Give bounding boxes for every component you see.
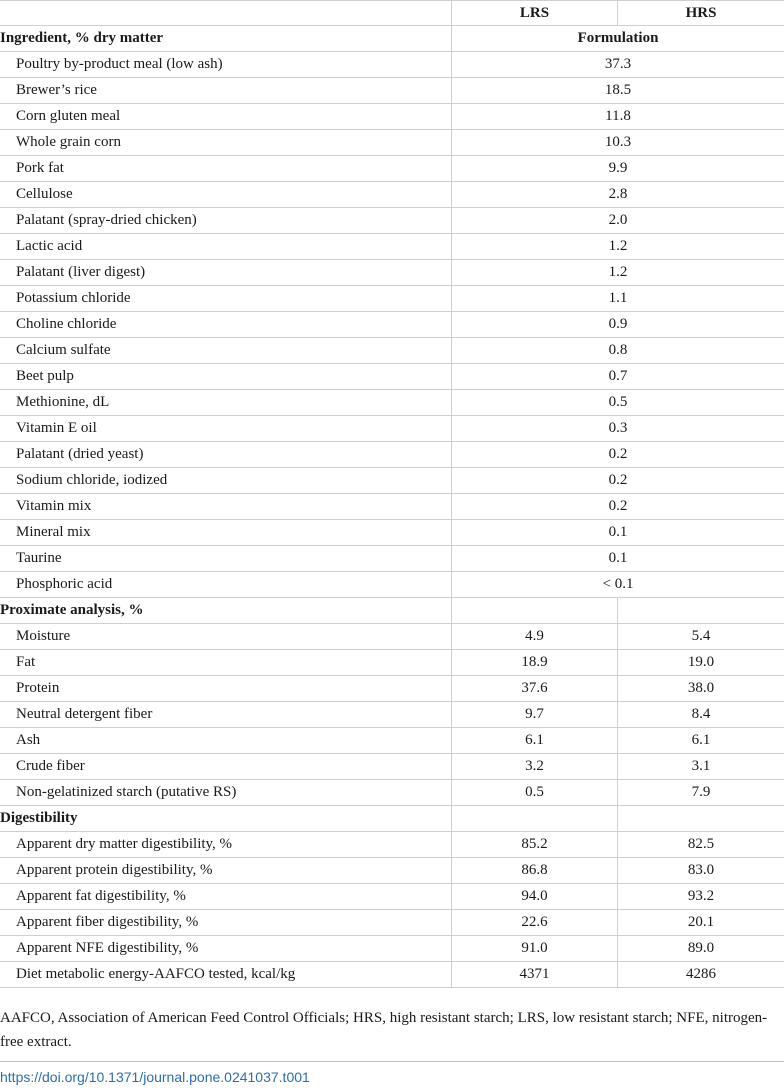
row-label: Palatant (liver digest) [16, 264, 146, 280]
row-value-lrs: 4371 [451, 962, 617, 987]
row-label: Sodium chloride, iodized [16, 472, 168, 488]
row-value-hrs: 7.9 [617, 780, 784, 805]
table-row [0, 104, 784, 130]
row-label: Neutral detergent fiber [16, 706, 153, 722]
table-row [0, 416, 784, 442]
row-label: Brewer’s rice [16, 82, 97, 98]
row-value: 37.3 [451, 52, 784, 77]
table-row [0, 52, 784, 78]
table-row [0, 754, 784, 780]
section-header-row [0, 598, 784, 624]
row-label: Fat [16, 654, 36, 670]
row-value: 2.8 [451, 182, 784, 207]
row-label: Diet metabolic energy-AAFCO tested, kcal/kg [16, 966, 296, 982]
section-span-label: Formulation [451, 26, 784, 51]
row-value-lrs: 4.9 [451, 624, 617, 649]
section-title: Digestibility [0, 810, 78, 826]
row-value: 9.9 [451, 156, 784, 181]
row-value-lrs: 0.5 [451, 780, 617, 805]
row-value: 1.2 [451, 260, 784, 285]
row-value-hrs: 5.4 [617, 624, 784, 649]
row-label: Moisture [16, 628, 71, 644]
table-row [0, 286, 784, 312]
row-label: Corn gluten meal [16, 108, 121, 124]
row-label: Apparent dry matter digestibility, % [16, 836, 233, 852]
row-value: 10.3 [451, 130, 784, 155]
row-value: 0.1 [451, 520, 784, 545]
row-label: Potassium chloride [16, 290, 131, 306]
row-value: 0.1 [451, 546, 784, 571]
row-label: Palatant (spray-dried chicken) [16, 212, 197, 228]
table-row [0, 520, 784, 546]
row-value: 0.7 [451, 364, 784, 389]
row-label: Calcium sulfate [16, 342, 111, 358]
table-row [0, 182, 784, 208]
row-value: 0.2 [451, 468, 784, 493]
row-label: Palatant (dried yeast) [16, 446, 144, 462]
row-value-lrs: 3.2 [451, 754, 617, 779]
table-row [0, 884, 784, 910]
table-row [0, 442, 784, 468]
table-row [0, 234, 784, 260]
row-value-lrs: 91.0 [451, 936, 617, 961]
header-hrs: HRS [617, 1, 784, 26]
table-row [0, 364, 784, 390]
table-row [0, 962, 784, 988]
row-value: 18.5 [451, 78, 784, 103]
row-value-hrs: 20.1 [617, 910, 784, 935]
row-label: Poultry by-product meal (low ash) [16, 56, 223, 72]
table-body [0, 26, 784, 988]
section-header-row [0, 26, 784, 52]
row-value-lrs: 9.7 [451, 702, 617, 727]
row-label: Non-gelatinized starch (putative RS) [16, 784, 237, 800]
row-label: Crude fiber [16, 758, 85, 774]
row-value-hrs: 19.0 [617, 650, 784, 675]
section-title: Ingredient, % dry matter [0, 30, 164, 46]
row-value: 11.8 [451, 104, 784, 129]
table-row [0, 832, 784, 858]
table-row [0, 650, 784, 676]
row-value-lrs: 94.0 [451, 884, 617, 909]
row-label: Apparent fat digestibility, % [16, 888, 186, 904]
table-row [0, 494, 784, 520]
section-empty-hrs [617, 598, 784, 623]
table-row [0, 780, 784, 806]
section-empty-hrs [617, 806, 784, 831]
table-footnote: AAFCO, Association of American Feed Control Officials; HRS, high resistant starch; LRS, low resistant starch; NFE, nitrogen-free extract. [0, 1010, 768, 1050]
header-lrs: LRS [451, 1, 617, 26]
row-label: Lactic acid [16, 238, 83, 254]
row-label: Protein [16, 680, 60, 696]
row-value: 2.0 [451, 208, 784, 233]
row-value: 0.2 [451, 494, 784, 519]
section-title: Proximate analysis, % [0, 602, 144, 618]
table-row [0, 702, 784, 728]
row-value-hrs: 82.5 [617, 832, 784, 857]
row-value-lrs: 6.1 [451, 728, 617, 753]
row-label: Methionine, dL [16, 394, 110, 410]
row-value-lrs: 18.9 [451, 650, 617, 675]
row-value-lrs: 86.8 [451, 858, 617, 883]
section-header-row [0, 806, 784, 832]
row-value-lrs: 37.6 [451, 676, 617, 701]
table-row [0, 338, 784, 364]
table-row [0, 208, 784, 234]
row-label: Apparent protein digestibility, % [16, 862, 213, 878]
row-value: 0.9 [451, 312, 784, 337]
row-label: Pork fat [16, 160, 64, 176]
footnote-divider [0, 1061, 784, 1062]
table-row [0, 130, 784, 156]
table-row [0, 936, 784, 962]
row-value-hrs: 93.2 [617, 884, 784, 909]
table-row [0, 858, 784, 884]
row-label: Mineral mix [16, 524, 91, 540]
row-value: 0.3 [451, 416, 784, 441]
row-label: Vitamin mix [16, 498, 92, 514]
section-empty-lrs [451, 806, 617, 831]
row-label: Whole grain corn [16, 134, 121, 150]
row-label: Apparent fiber digestibility, % [16, 914, 199, 930]
doi-link[interactable]: https://doi.org/10.1371/journal.pone.0241037.t001 [0, 1069, 310, 1085]
row-label: Cellulose [16, 186, 73, 202]
row-value-hrs: 6.1 [617, 728, 784, 753]
row-value-hrs: 8.4 [617, 702, 784, 727]
row-value-hrs: 3.1 [617, 754, 784, 779]
table-row [0, 156, 784, 182]
table-row [0, 78, 784, 104]
row-value: < 0.1 [451, 572, 784, 597]
table-row [0, 260, 784, 286]
row-value-hrs: 38.0 [617, 676, 784, 701]
row-label: Beet pulp [16, 368, 74, 384]
table-row [0, 390, 784, 416]
table-row [0, 468, 784, 494]
row-value-hrs: 83.0 [617, 858, 784, 883]
row-value-hrs: 89.0 [617, 936, 784, 961]
row-label: Vitamin E oil [16, 420, 97, 436]
table-header-row [0, 0, 784, 26]
row-value-lrs: 22.6 [451, 910, 617, 935]
table-row [0, 572, 784, 598]
header-blank-cell [0, 1, 451, 26]
row-value-lrs: 85.2 [451, 832, 617, 857]
row-value: 1.2 [451, 234, 784, 259]
table-row [0, 312, 784, 338]
table-row [0, 910, 784, 936]
row-label: Apparent NFE digestibility, % [16, 940, 199, 956]
table-row [0, 624, 784, 650]
section-empty-lrs [451, 598, 617, 623]
row-value-hrs: 4286 [617, 962, 784, 987]
table-row [0, 546, 784, 572]
table-row [0, 676, 784, 702]
row-value: 1.1 [451, 286, 784, 311]
row-label: Phosphoric acid [16, 576, 113, 592]
row-value: 0.2 [451, 442, 784, 467]
row-value: 0.5 [451, 390, 784, 415]
row-label: Taurine [16, 550, 62, 566]
table-row [0, 728, 784, 754]
row-label: Choline chloride [16, 316, 117, 332]
row-value: 0.8 [451, 338, 784, 363]
row-label: Ash [16, 732, 41, 748]
